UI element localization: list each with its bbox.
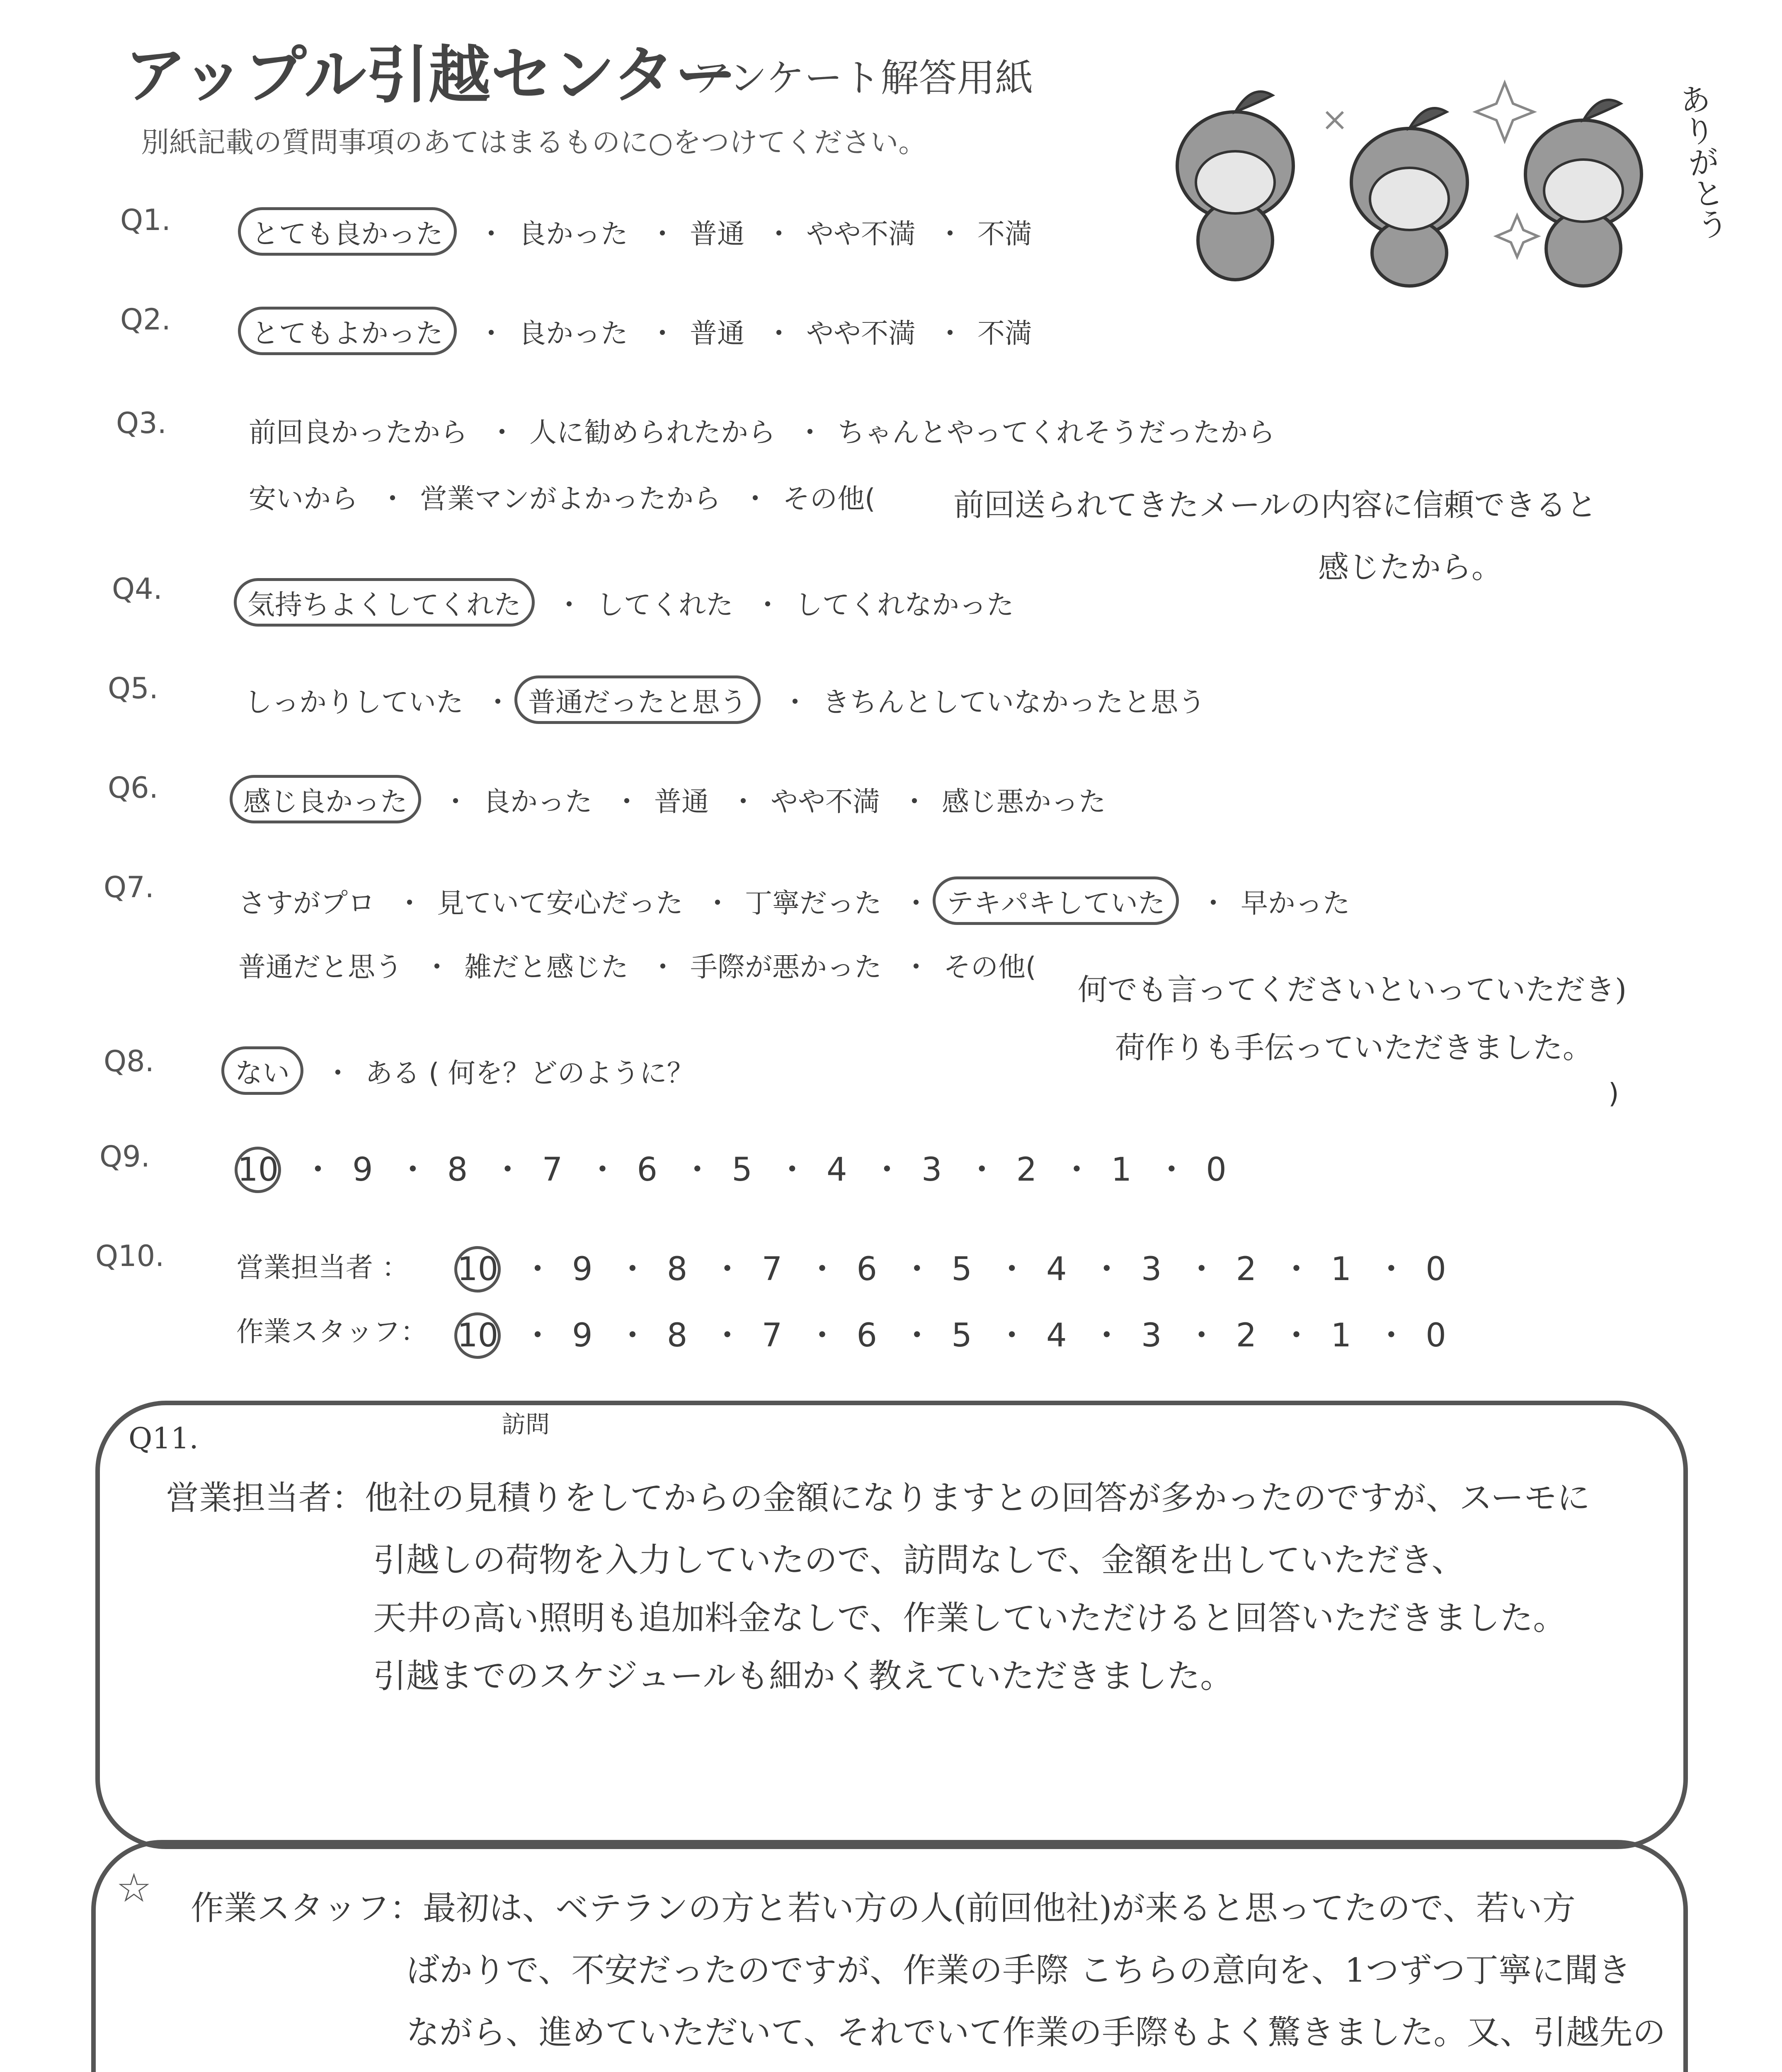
q9-scale: 10 ・ 9 ・ 8 ・ 7 ・ 6 ・ 5 ・ 4 ・ 3 ・ 2 ・ 1 ・ 0 [240, 1144, 1234, 1193]
q7-label: Q7. [104, 870, 154, 904]
q1-options: とても良かった ・ 良かった ・ 普通 ・ やや不満 ・ 不満 [249, 207, 1037, 256]
q6-option-3[interactable]: 普通 [654, 786, 709, 818]
q6-option-4[interactable]: やや不満 [770, 786, 880, 818]
q11-label: Q11. [128, 1421, 199, 1455]
q5-label: Q5. [108, 671, 158, 705]
q7-option-other[interactable]: その他( [943, 951, 1036, 983]
q10-staff-value-5[interactable]: 5 [951, 1317, 972, 1354]
q4-option-2[interactable]: してくれた [596, 589, 733, 621]
q8-close-paren: ) [1608, 1077, 1619, 1109]
q10-staff-value-2[interactable]: 2 [1236, 1317, 1257, 1354]
q2-option-1[interactable]: とてもよかった [238, 307, 457, 355]
q9-label: Q9. [99, 1140, 150, 1174]
q10-sales-value-6[interactable]: 6 [856, 1251, 878, 1288]
q3-other-answer-2: 感じたから。 [1318, 549, 1502, 585]
q6-option-2[interactable]: 良かった [482, 786, 592, 818]
q10-sales-value-1[interactable]: 1 [1331, 1251, 1352, 1288]
q9-value-7[interactable]: 7 [542, 1151, 563, 1188]
company-name: アップル引越センター [124, 39, 737, 111]
q10-sales-value-0[interactable]: 0 [1426, 1251, 1446, 1288]
q9-value-5[interactable]: 5 [732, 1151, 752, 1188]
q10-label: Q10. [95, 1239, 165, 1273]
q11-answer-line-3[interactable]: 天井の高い照明も追加料金なしで、作業していただけると回答いただきました。 [373, 1599, 1566, 1637]
q10-staff-value-9[interactable]: 9 [572, 1317, 593, 1354]
q8-label: Q8. [104, 1044, 154, 1078]
q10-sales-value-5[interactable]: 5 [951, 1251, 972, 1288]
staff-answer-line-1[interactable]: 作業スタッフ：最初は、ベテランの方と若い方の人(前回他社)が来ると思ってたので、若い方 [191, 1889, 1576, 1927]
q11-annotation: 訪問 [502, 1410, 550, 1438]
form-title: アンケート解答用紙 [692, 56, 1033, 100]
q9-value-0[interactable]: 0 [1206, 1151, 1227, 1188]
q10-staff-value-10[interactable]: 10 [454, 1312, 501, 1359]
q3-other-answer-1: 前回送られてきたメールの内容に信頼できると [953, 487, 1597, 523]
q1-option-4[interactable]: やや不満 [806, 218, 916, 250]
q1-label: Q1. [120, 203, 171, 237]
q3-option-4[interactable]: 安いから [249, 483, 358, 515]
q11-answer-line-2[interactable]: 引越しの荷物を入力していたので、訪問なしで、金額を出していただき、 [373, 1541, 1465, 1579]
q5-option-1[interactable]: しっかりしていた [245, 686, 463, 718]
q7-option-2[interactable]: 見ていて安心だった [436, 887, 683, 919]
q1-option-5[interactable]: 不満 [977, 218, 1032, 250]
q8-option-2[interactable]: ある ( 何を？どのように？ [365, 1057, 694, 1089]
q2-option-2[interactable]: 良かった [518, 317, 628, 349]
star-icon: ☆ [116, 1865, 152, 1911]
q3-option-3[interactable]: ちゃんとやってくれそうだったから [837, 416, 1275, 448]
q6-option-1[interactable]: 感じ良かった [230, 775, 421, 823]
q2-option-4[interactable]: やや不満 [806, 317, 916, 349]
mascot-illustration [1152, 58, 1729, 290]
q4-options: 気持ちよくしてくれた ・ してくれた ・ してくれなかった [245, 578, 1019, 627]
q9-value-8[interactable]: 8 [447, 1151, 468, 1188]
q10-staff-value-1[interactable]: 1 [1331, 1317, 1352, 1354]
q7-option-1[interactable]: さすがプロ [238, 887, 375, 919]
q9-value-1[interactable]: 1 [1111, 1151, 1132, 1188]
q10-staff-label: 作業スタッフ： [236, 1316, 428, 1348]
q7-option-6[interactable]: 普通だと思う [238, 951, 402, 983]
q6-label: Q6. [108, 771, 158, 805]
q10-staff-value-3[interactable]: 3 [1141, 1317, 1162, 1354]
q7-option-3[interactable]: 丁寧だった [744, 887, 882, 919]
q9-value-9[interactable]: 9 [352, 1151, 373, 1188]
q7-option-7[interactable]: 雑だと感じた [464, 951, 628, 983]
q3-option-5[interactable]: 営業マンがよかったから [419, 483, 721, 515]
q10-sales-value-4[interactable]: 4 [1046, 1251, 1067, 1288]
q10-staff-value-7[interactable]: 7 [761, 1317, 783, 1354]
q3-option-other[interactable]: その他( [782, 483, 875, 515]
q10-staff-value-0[interactable]: 0 [1426, 1317, 1446, 1354]
q10-staff-value-6[interactable]: 6 [856, 1317, 878, 1354]
q10-staff-value-4[interactable]: 4 [1046, 1317, 1067, 1354]
q4-option-1[interactable]: 気持ちよくしてくれた [234, 578, 535, 627]
q4-option-3[interactable]: してくれなかった [795, 589, 1014, 621]
q9-value-4[interactable]: 4 [827, 1151, 847, 1188]
q9-value-2[interactable]: 2 [1016, 1151, 1037, 1188]
q3-option-1[interactable]: 前回良かったから [249, 416, 468, 448]
q7-option-4[interactable]: テキパキしていた [933, 876, 1179, 925]
q3-options-row2: 安いから ・ 営業マンがよかったから ・ その他( [249, 483, 875, 515]
q5-option-2[interactable]: 普通だったと思う [514, 675, 761, 724]
q5-options: しっかりしていた ・ 普通だったと思う ・ きちんとしていなかったと思う [245, 675, 1210, 724]
q9-value-6[interactable]: 6 [637, 1151, 658, 1188]
q10-staff-value-8[interactable]: 8 [667, 1317, 688, 1354]
q10-sales-value-2[interactable]: 2 [1236, 1251, 1257, 1288]
q10-staff-scale: 10 ・ 9 ・ 8 ・ 7 ・ 6 ・ 5 ・ 4 ・ 3 ・ 2 ・ 1 ・ 0 [460, 1310, 1454, 1359]
q2-option-5[interactable]: 不満 [977, 317, 1032, 349]
q7-options-row1: さすがプロ ・ 見ていて安心だった ・ 丁寧だった ・ テキパキしていた ・ 早かった [238, 876, 1355, 925]
q1-option-3[interactable]: 普通 [689, 218, 744, 250]
instruction-text: 別紙記載の質問事項のあてはまるものに○をつけてください。 [141, 126, 927, 159]
mascot-thanks-text: ありがとう [1672, 81, 1731, 242]
staff-answer-line-2[interactable]: ばかりで、不安だったのですが、作業の手際 こちらの意向を、1つずつ丁寧に聞き [406, 1951, 1631, 1990]
q7-option-8[interactable]: 手際が悪かった [690, 951, 882, 983]
q7-options-row2: 普通だと思う ・ 雑だと感じた ・ 手際が悪かった ・ その他( [238, 951, 1036, 983]
q2-option-3[interactable]: 普通 [689, 317, 744, 349]
q5-option-3[interactable]: きちんとしていなかったと思う [822, 686, 1205, 718]
q10-sales-value-8[interactable]: 8 [667, 1251, 688, 1288]
q7-option-5[interactable]: 早かった [1240, 887, 1350, 919]
q3-label: Q3. [116, 406, 167, 440]
q9-value-3[interactable]: 3 [921, 1151, 942, 1188]
q2-label: Q2. [120, 303, 171, 336]
q11-answer-line-4[interactable]: 引越までのスケジュールも細かく教えていただきました。 [373, 1657, 1234, 1695]
q2-options: とてもよかった ・ 良かった ・ 普通 ・ やや不満 ・ 不満 [249, 307, 1037, 355]
q10-sales-value-3[interactable]: 3 [1141, 1251, 1162, 1288]
q7-other-answer-2: 荷作りも手伝っていただきました。 [1115, 1030, 1593, 1065]
q6-option-5[interactable]: 感じ悪かった [941, 786, 1106, 818]
q10-sales-value-9[interactable]: 9 [572, 1251, 593, 1288]
q11-answer-line-1[interactable]: 営業担当者：他社の見積りをしてからの金額になりますとの回答が多かったのですが、スーモに [166, 1479, 1590, 1517]
q4-label: Q4. [112, 572, 162, 606]
q1-option-2[interactable]: 良かった [518, 218, 628, 250]
q1-option-1[interactable]: とても良かった [238, 207, 457, 256]
q10-sales-label: 営業担当者 ： [236, 1251, 409, 1283]
q10-sales-value-7[interactable]: 7 [761, 1251, 783, 1288]
q10-sales-value-10[interactable]: 10 [454, 1246, 501, 1293]
q8-options: ない ・ ある ( 何を？どのように？ [232, 1046, 699, 1095]
q6-options: 感じ良かった ・ 良かった ・ 普通 ・ やや不満 ・ 感じ悪かった [240, 775, 1111, 823]
q7-other-answer-1: 何でも言ってくださいといっていただき) [1078, 972, 1627, 1007]
q3-option-2[interactable]: 人に勧められたから [529, 416, 776, 448]
q10-sales-scale: 10 ・ 9 ・ 8 ・ 7 ・ 6 ・ 5 ・ 4 ・ 3 ・ 2 ・ 1 ・ 0 [460, 1243, 1454, 1293]
q9-value-10[interactable]: 10 [235, 1147, 281, 1193]
staff-answer-line-3[interactable]: ながら、進めていただいて、それでいて作業の手際もよく驚きました。又、引越先の [406, 2013, 1666, 2052]
q3-options-row1: 前回良かったから ・ 人に勧められたから ・ ちゃんとやってくれそうだったから [249, 416, 1275, 448]
q8-option-1[interactable]: ない [221, 1046, 303, 1095]
